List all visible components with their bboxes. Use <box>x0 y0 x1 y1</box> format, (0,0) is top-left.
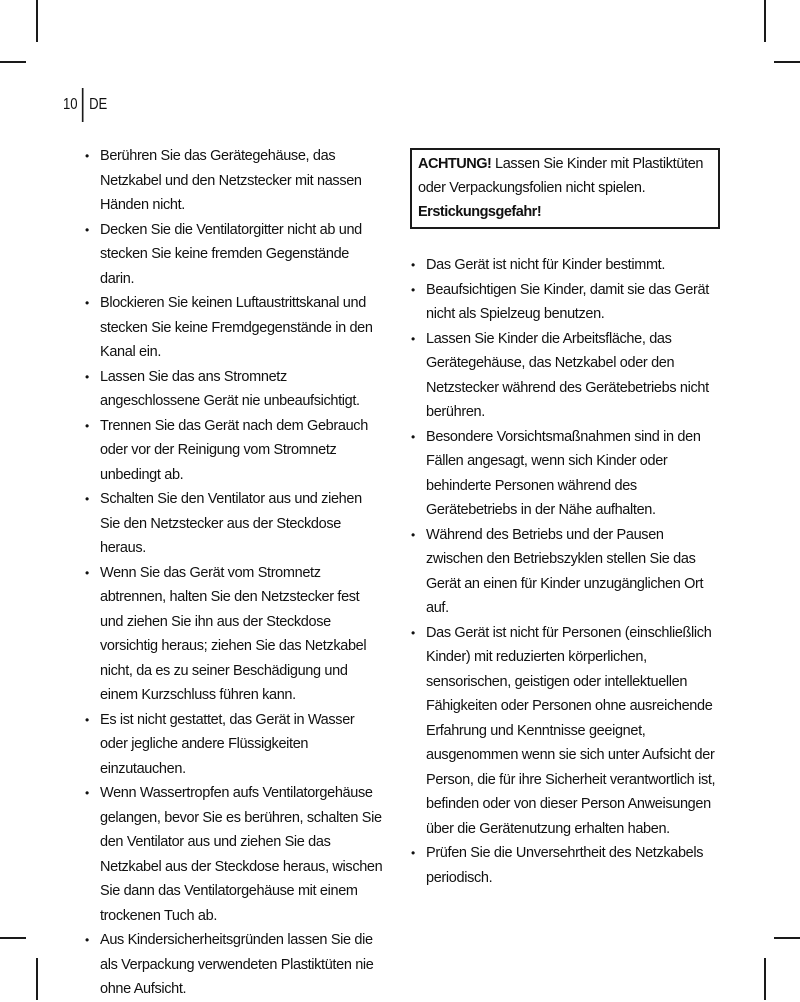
list-item: • Wenn Wassertropfen aufs Ventilatorgehäuse gelangen, bevor Sie es berühren, schalten Sie den Ventilator aus und ziehen Sie das Netzkabel aus der Steckdose heraus, wischen Sie dann das Ventilatorgehäuse mit einem trockenen Tuch ab. <box>84 781 384 928</box>
list-item: • Es ist nicht gestattet, das Gerät in Wasser oder jegliche andere Flüssigkeiten einzutauchen. <box>84 708 384 782</box>
list-item: • Das Gerät ist nicht für Personen (einschließlich Kinder) mit reduzierten körperlichen, sensorischen, geistigen oder intellektuellen Fähigkeiten oder Personen ohne ausreichende Erfahrung und Kenntnisse geeignet, ausgenommen wenn sie sich unter Aufsicht der Person, die für ihre Sicherheit verantwortlich ist, befinden oder von dieser Person Anweisungen über die Gerätenutzung erhalten haben. <box>410 621 720 842</box>
warning-label: ACHTUNG! <box>418 156 492 172</box>
crop-mark <box>764 0 766 42</box>
warning-emphasis: Erstickungsgefahr! <box>418 204 542 220</box>
crop-mark <box>774 61 800 63</box>
page-number: 10 <box>63 96 78 113</box>
crop-mark <box>764 958 766 1000</box>
crop-mark <box>0 61 26 63</box>
list-item: • Decken Sie die Ventilatorgitter nicht ab und stecken Sie keine fremden Gegenstände darin. <box>84 218 384 292</box>
crop-mark <box>0 937 26 939</box>
list-item: • Prüfen Sie die Unversehrtheit des Netzkabels periodisch. <box>410 841 720 890</box>
list-item: • Lassen Sie das ans Stromnetz angeschlossene Gerät nie unbeaufsichtigt. <box>84 365 384 414</box>
left-column <box>84 144 384 1002</box>
list-item: • Wenn Sie das Gerät vom Stromnetz abtrennen, halten Sie den Netzstecker fest und ziehen Sie ihn aus der Steckdose vorsichtig heraus; ziehen Sie das Netzkabel nicht, da es zu seiner Beschädigung und einem Kurzschluss führen kann. <box>84 561 384 708</box>
page-header <box>63 88 107 122</box>
list-item: • Aus Kindersicherheitsgründen lassen Sie die als Verpackung verwendeten Plastiktüten nie ohne Aufsicht. <box>84 928 384 1002</box>
list-item: • Lassen Sie Kinder die Arbeitsfläche, das Gerätegehäuse, das Netzkabel oder den Netzstecker während des Gerätebetriebs nicht berühren. <box>410 327 720 425</box>
list-item: • Berühren Sie das Gerätegehäuse, das Netzkabel und den Netzstecker mit nassen Händen nicht. <box>84 144 384 218</box>
list-item: • Beaufsichtigen Sie Kinder, damit sie das Gerät nicht als Spielzeug benutzen. <box>410 278 720 327</box>
crop-mark <box>36 958 38 1000</box>
crop-mark <box>774 937 800 939</box>
warning-box <box>410 148 720 229</box>
right-column <box>410 144 720 890</box>
list-item: • Besondere Vorsichtsmaßnahmen sind in den Fällen angesagt, wenn sich Kinder oder behinderte Personen während des Gerätebetriebs in der Nähe aufhalten. <box>410 425 720 523</box>
safety-list-left <box>84 144 384 1002</box>
list-item: • Blockieren Sie keinen Luftaustrittskanal und stecken Sie keine Fremdgegenstände in den Kanal ein. <box>84 291 384 365</box>
warning-text: Lassen Sie Kinder mit Plastiktüten oder Verpackungsfolien nicht spielen. <box>418 156 704 196</box>
list-item: • Schalten Sie den Ventilator aus und ziehen Sie den Netzstecker aus der Steckdose heraus. <box>84 487 384 561</box>
list-item: • Das Gerät ist nicht für Kinder bestimmt. <box>410 253 720 278</box>
crop-mark <box>36 0 38 42</box>
safety-list-right <box>410 253 720 890</box>
header-divider <box>82 88 84 122</box>
list-item: • Trennen Sie das Gerät nach dem Gebrauch oder vor der Reinigung vom Stromnetz unbedingt ab. <box>84 414 384 488</box>
language-code: DE <box>89 96 108 113</box>
list-item: • Während des Betriebs und der Pausen zwischen den Betriebszyklen stellen Sie das Gerät an einen für Kinder unzugänglichen Ort auf. <box>410 523 720 621</box>
